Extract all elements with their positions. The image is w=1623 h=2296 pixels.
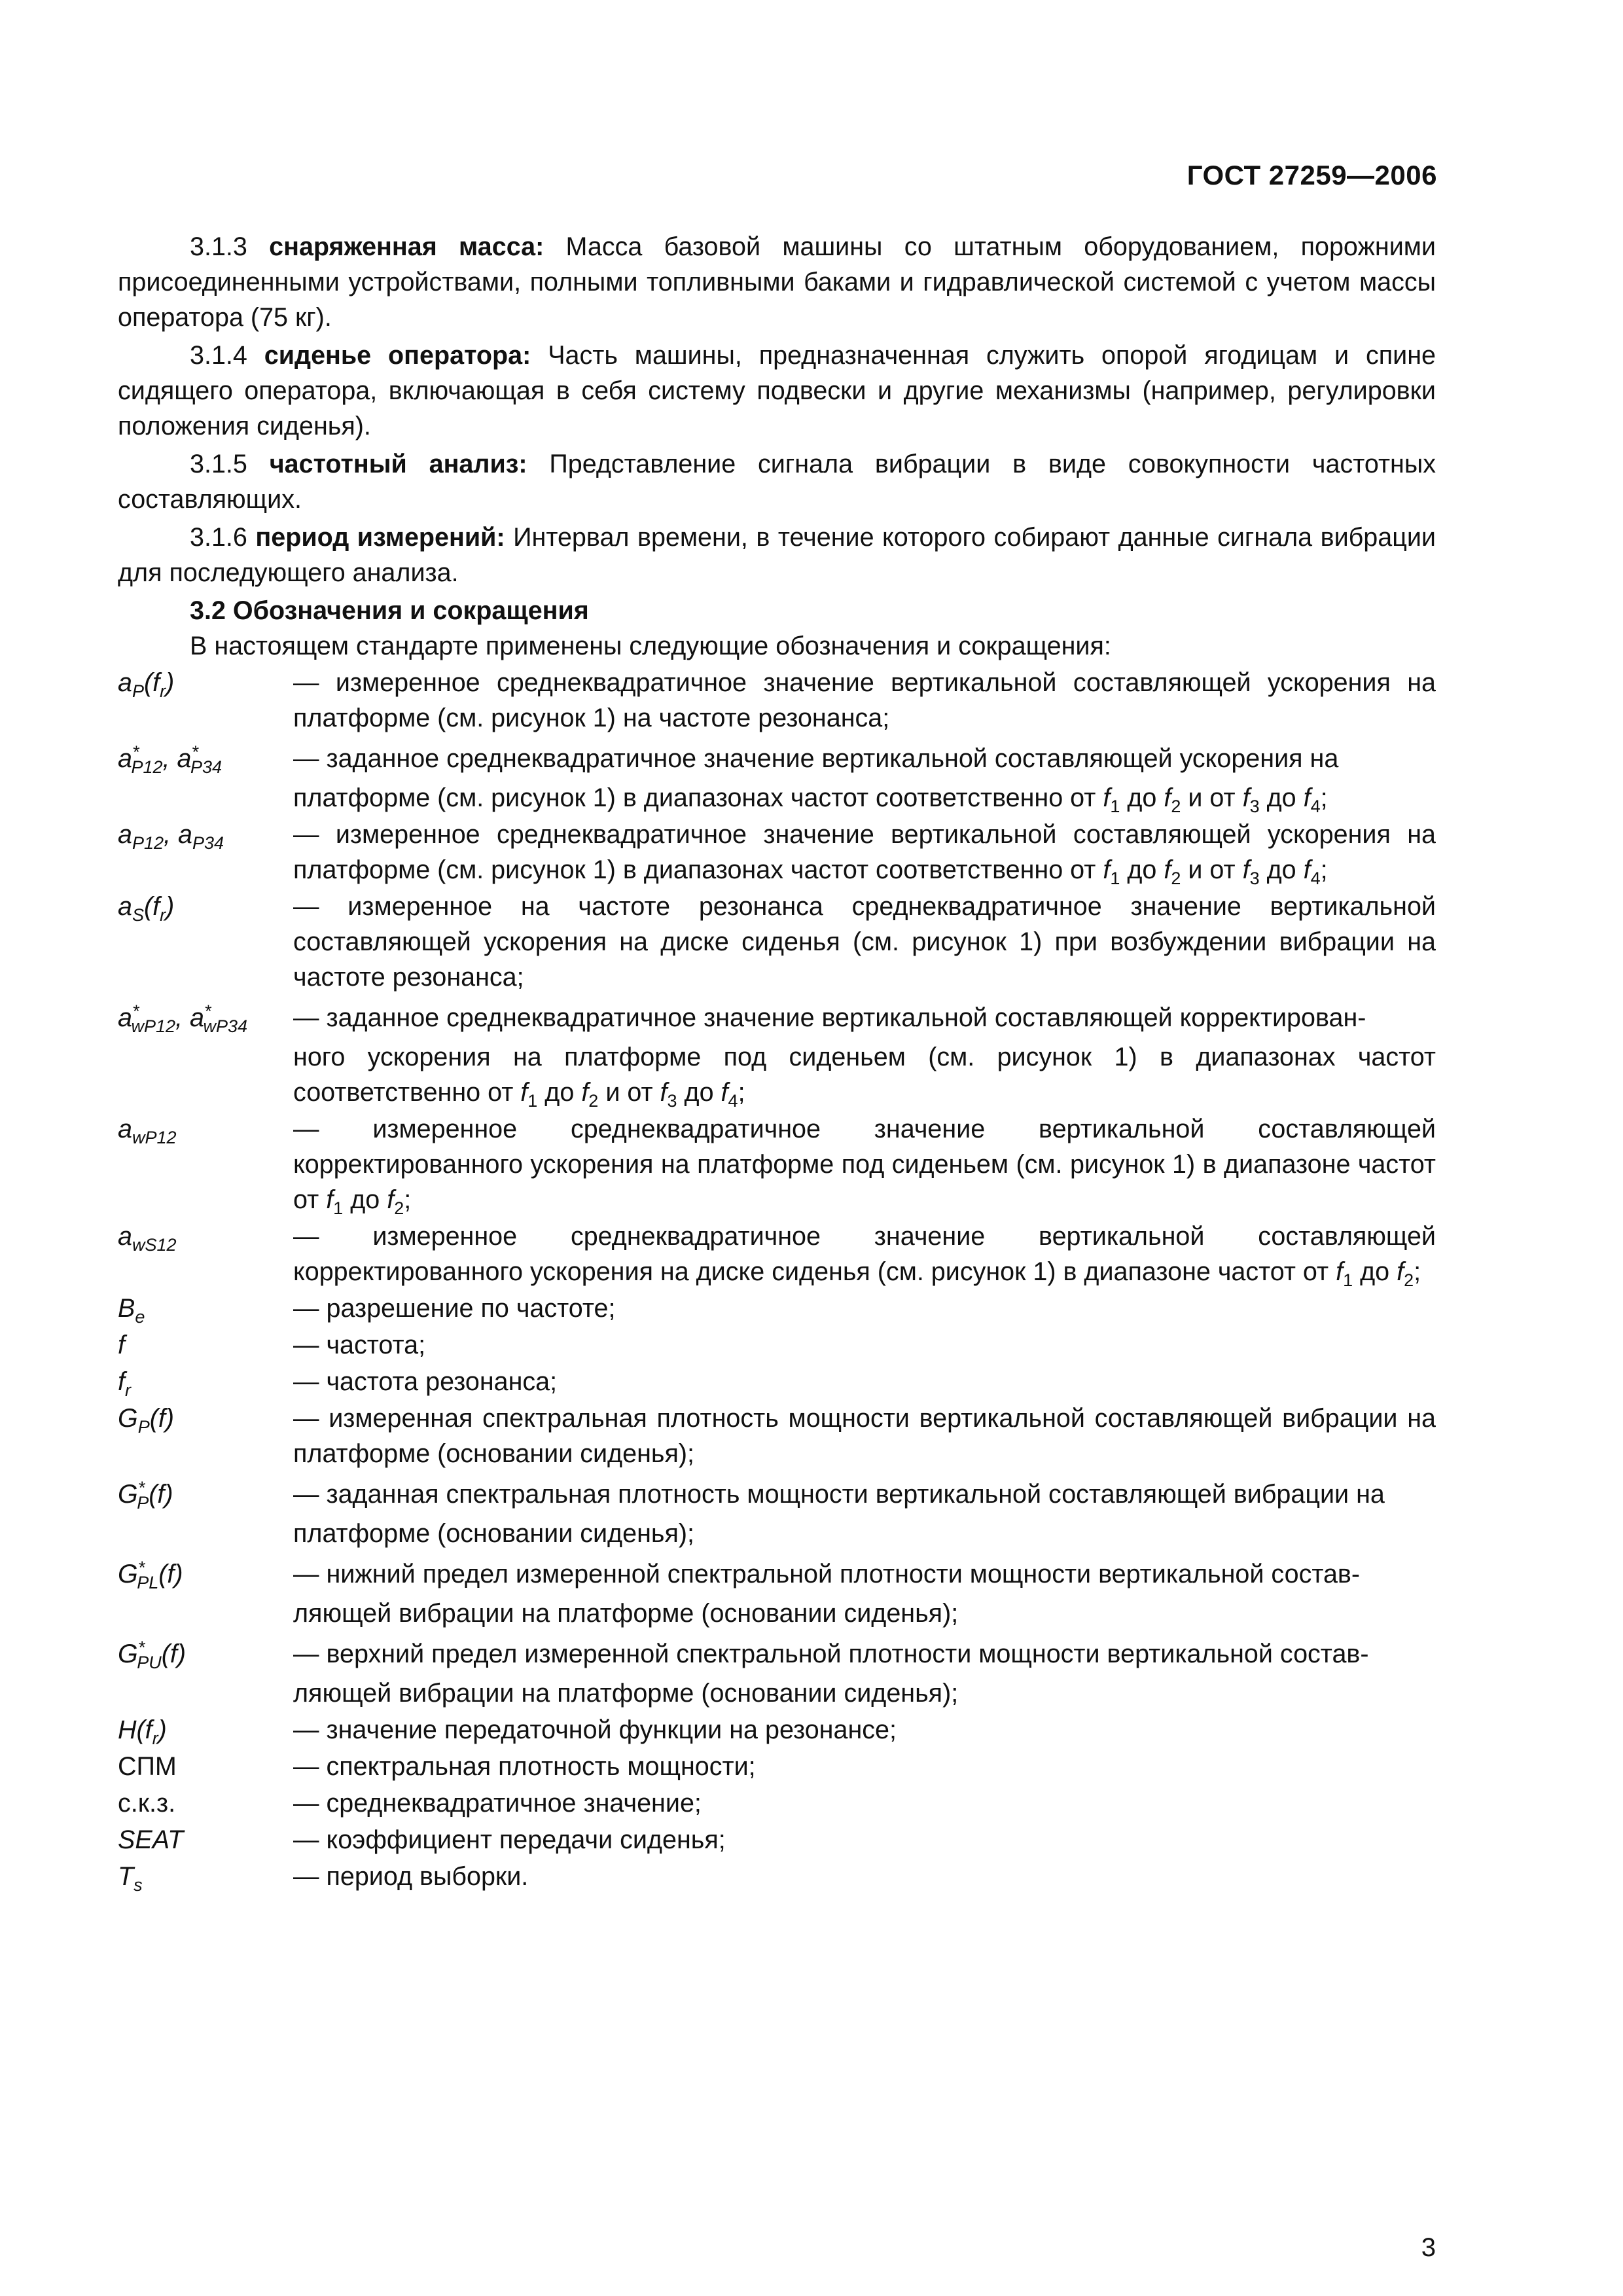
symbol-row [118, 1473, 1436, 1551]
symbol-row [118, 1632, 1436, 1711]
document-body [118, 229, 1436, 1895]
symbol-row [118, 1822, 1436, 1857]
symbol-row [118, 1219, 1436, 1289]
symbol-row [118, 1859, 1436, 1894]
symbol: $G_P(f)$ [118, 1404, 175, 1437]
symbol-description: — среднеквадратичное значение; [293, 1789, 702, 1818]
symbol-description: — заданное среднеквадратичное значение вертикальной составляющей корректирован- ного ускорения на платформе под сиденьем (см. рисунок 1) в диапазонах частот соответственно от $f_1$ до $f_2$ и от $f_3$ до $f_4$; [293, 1003, 1436, 1111]
term-number: 3.1.5 [190, 450, 247, 478]
symbol-description: — измеренное среднеквадратичное значение вертикальной составляющей корректированного ускорения на диске сиденья (см. рисунок 1) в диапазоне частот от $f_1$ до $f_2$; [293, 1222, 1436, 1290]
symbol-description: — спектральная плотность мощности; [293, 1752, 756, 1781]
term-name: сиденье оператора: [264, 341, 531, 370]
term-number: 3.1.6 [190, 523, 247, 552]
term-definition: Часть машины, предназначенная служить опорой ягодицам и спине сидящего оператора, включающая в себя систему подвески и другие механизмы (например, регулировки положения сиденья). [118, 341, 1436, 440]
symbol: SEAT [118, 1825, 184, 1854]
symbol-row [118, 996, 1436, 1110]
symbol: $f_r$ [118, 1367, 131, 1400]
symbol-row [118, 1712, 1436, 1748]
symbol-row [118, 1785, 1436, 1821]
term-3-1-3 [118, 229, 1436, 335]
symbol-description: — частота; [293, 1331, 426, 1359]
symbol: $T_s$ [118, 1862, 143, 1895]
symbol-description: — измеренное среднеквадратичное значение вертикальной составляющей ускорения на платформе (см. рисунок 1) на частоте резонанса; [293, 668, 1436, 732]
term-name: частотный анализ: [269, 450, 527, 478]
term-definition: Интервал времени, в течение которого собирают данные сигнала вибрации для последующего анализа. [118, 523, 1436, 587]
symbol-description: — верхний предел измеренной спектральной плотности мощности вертикальной состав- ляющей вибрации на платформе (основании сиденья); [293, 1640, 1369, 1708]
symbol-row [118, 817, 1436, 888]
symbol-description: — измеренное среднеквадратичное значение вертикальной составляющей ускорения на платформе (см. рисунок 1) в диапазонах частот соответственно от $f_1$ до $f_2$ и от $f_3$ до $f_4$; [293, 820, 1436, 888]
term-number: 3.1.4 [190, 341, 247, 370]
symbol-row [118, 1111, 1436, 1217]
symbol-description: — измеренное на частоте резонанса среднеквадратичное значение вертикальной составляющей ускорения на диске сиденья (см. рисунок 1) при возбуждении вибрации на частоте резонанса; [293, 892, 1436, 992]
symbol-row [118, 665, 1436, 736]
symbol-row [118, 1291, 1436, 1326]
symbol-description: — значение передаточной функции на резонансе; [293, 1715, 897, 1744]
symbol: $G^*_{PU}(f)$ [118, 1637, 187, 1672]
symbol: СПМ [118, 1752, 177, 1781]
symbol-description: — разрешение по частоте; [293, 1294, 616, 1323]
symbol-description: — частота резонанса; [293, 1367, 558, 1396]
symbol-row [118, 1401, 1436, 1471]
symbol-description: — коэффициент передачи сиденья; [293, 1825, 726, 1854]
term-definition: Масса базовой машины со штатным оборудованием, порожними присоединенными устройствами, полными топливными баками и гидравлической системой с учетом массы оператора (75 кг). [118, 232, 1436, 332]
symbol: $a^*_{wP12}$, $a^*_{wP34}$ [118, 1001, 248, 1036]
symbol-row [118, 1552, 1436, 1631]
symbol: $a_{wS12}$ [118, 1222, 177, 1255]
term-name: снаряженная масса: [269, 232, 544, 261]
symbol-description: — нижний предел измеренной спектральной плотности мощности вертикальной состав- ляющей вибрации на платформе (основании сиденья); [293, 1560, 1361, 1628]
symbol-description: — период выборки. [293, 1862, 529, 1891]
term-3-1-6 [118, 520, 1436, 590]
symbol-row [118, 737, 1436, 816]
symbol: $a_{wP12}$ [118, 1115, 177, 1147]
section-intro: В настоящем стандарте применены следующие обозначения и сокращения: [190, 632, 1111, 660]
symbol: $B_e$ [118, 1294, 145, 1327]
term-name: период измерений: [255, 523, 505, 552]
symbol-description: — измеренное среднеквадратичное значение вертикальной составляющей корректированного ускорения на платформе под сиденьем (см. рисунок 1) в диапазоне частот от $f_1$ до $f_2$; [293, 1115, 1436, 1218]
symbol: $a_P(f_r)$ [118, 668, 175, 701]
term-3-1-5 [118, 446, 1436, 517]
symbol: с.к.з. [118, 1789, 176, 1818]
section-title: 3.2 Обозначения и сокращения [190, 596, 589, 625]
symbol-description: — заданное среднеквадратичное значение вертикальной составляющей ускорения на платформе (см. рисунок 1) в диапазонах частот соответственно от $f_1$ до $f_2$ и от $f_3$ до $f_4$; [293, 744, 1339, 816]
symbol: $G^*_{PL}(f)$ [118, 1557, 183, 1592]
symbol: $a_{P12}$, $a_{P34}$ [118, 820, 224, 853]
symbol-description: — измеренная спектральная плотность мощности вертикальной составляющей вибрации на платформе (основании сиденья); [293, 1404, 1436, 1468]
term-3-1-4 [118, 338, 1436, 444]
term-definition: Представление сигнала вибрации в виде совокупности частотных составляющих. [118, 450, 1436, 514]
symbol-row [118, 1327, 1436, 1363]
symbol: $a^*_{P12}$, $a^*_{P34}$ [118, 742, 223, 777]
symbol-description: — заданная спектральная плотность мощности вертикальной составляющей вибрации на платформе (основании сиденья); [293, 1480, 1385, 1548]
symbol: $G^*_P(f)$ [118, 1477, 173, 1513]
symbol-row [118, 1364, 1436, 1399]
symbol-row [118, 889, 1436, 995]
symbol: $H(f_r)$ [118, 1715, 167, 1748]
term-number: 3.1.3 [190, 232, 247, 261]
symbol: $a_S(f_r)$ [118, 892, 175, 925]
symbol: f [118, 1331, 125, 1359]
document-id-header: ГОСТ 27259—2006 [1186, 160, 1437, 190]
page-number: 3 [1421, 2233, 1436, 2262]
symbol-row [118, 1749, 1436, 1784]
